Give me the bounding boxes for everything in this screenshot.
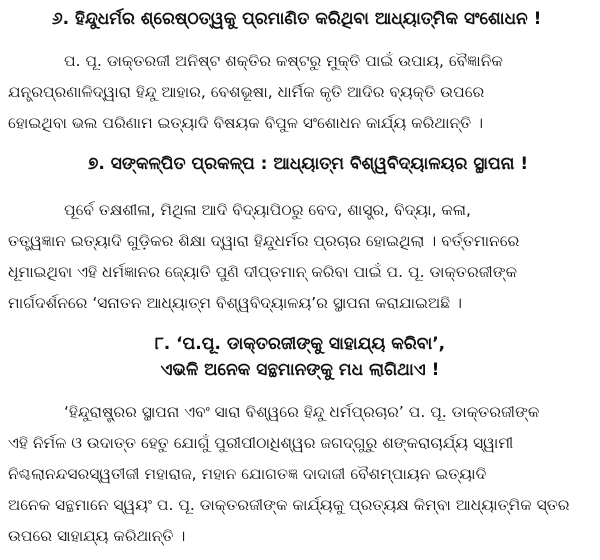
paragraph-line: ଧୂମାଇଥିବା ଏହି ଧର୍ମଜ୍ଞାନର ଜ୍ୟୋତି ପୁଣି ଦୀପ୍ତମାନ୍ କରିବା ପାଇଁ ପ. ପୂ. ଡାକ୍ତରଜୀଙ୍କ	[8, 263, 518, 281]
paragraph-line: ପ. ପୂ. ଡାକ୍ତରଜୀ ଅନିଷ୍ଟ ଶକ୍ତିର କଷ୍ଟରୁ ମୁକ୍ତି ପାଇଁ ଉପାୟ, ବୈଜ୍ଞାନିକ	[64, 52, 503, 70]
paragraph-line: ତତ୍ତ୍ୱଜ୍ଞାନ ଇତ୍ୟାଦି ଗୁଡ଼ିକର ଶିକ୍ଷା ଦ୍ୱାରା ହିନ୍ଦୁଧର୍ମର ପ୍ରଚାର ହୋଇଥିଲା । ବର୍ତ୍ତମାନରେ	[8, 232, 520, 250]
paragraph-line: ପୂର୍ବେ ତକ୍ଷଶୀଳା, ମିଥିଳା ଆଦି ବିଦ୍ୟାପିଠରୁ ବେଦ, ଶାସ୍ତ୍ର, ବିଦ୍ୟା, କଳା,	[64, 201, 471, 219]
paragraph-line: ଅନେକ ସନ୍ଥମାନେ ସ୍ୱୟଂ ପ. ପୂ. ଡାକ୍ତରଜୀଙ୍କ କାର୍ଯ୍ୟକୁ ପ୍ରତ୍ୟକ୍ଷ କିମ୍ବା ଆଧ୍ୟାତ୍ମିକ ସ୍ତର	[8, 496, 570, 514]
section-8-heading: ୮. ‘ପ.ପୂ. ଡାକ୍ତରଜୀଙ୍କୁ ସାହାଯ୍ୟ କରିବା’,	[154, 334, 446, 354]
section-8-heading-line-2: ଏଭଳି ଅନେକ ସନ୍ଥମାନଙ୍କୁ ମଧ ଲାଗିଥାଏ !	[160, 360, 440, 380]
paragraph-line: ଯନ୍ତ୍ରପ୍ରଣାଳିଦ୍ୱାରା ହିନ୍ଦୁ ଆହାର, ବେଶଭୂଷା, ଧାର୍ମିକ କୃତି ଆଦିର ବ୍ୟକ୍ତି ଉପରେ	[8, 83, 485, 101]
section-7-paragraph	[8, 195, 592, 319]
paragraph-line: ହୋଇଥିବା ଭଲ ପରିଣାମ ଇତ୍ୟାଦି ବିଷୟକ ବିପୁଳ ସଂଶୋଧନ କାର୍ଯ୍ୟ କରିଥାନ୍ତି ।	[8, 114, 484, 132]
paragraph-line: ଏହି ନିର୍ମଳ ଓ ଉଦାତ୍ତ ହେତୁ ଯୋଗୁଁ ପୁରୀପୀଠାଧିଶ୍ୱର ଜଗଦ୍‌ଗୁରୁ ଶଙ୍କରାଚାର୍ଯ୍ୟ ସ୍ୱାମୀ	[8, 434, 514, 452]
section-6-paragraph	[8, 46, 592, 139]
paragraph-line: ‘ହିନ୍ଦୁରାଷ୍ଟ୍ରର ସ୍ଥାପନା ଏବଂ ସାରା ବିଶ୍ୱରେ ହିନ୍ଦୁ ଧର୍ମପ୍ରଚାର’ ପ. ପୂ. ଡାକ୍ତରଜୀଙ୍କ	[64, 403, 540, 421]
section-7-heading: ୭. ସଙ୍କଳ୍ପିତ ପ୍ରକଳ୍ପ : ଆଧ୍ୟାତ୍ମ ବିଶ୍ୱବିଦ୍ୟାଳୟର ସ୍ଥାପନା !	[88, 154, 529, 174]
paragraph-line: ନିଶ୍ଚଲାନନ୍ଦସରସ୍ୱତୀଜୀ ମହାରାଜ, ମହାନ ଯୋଗତଜ୍ଞ ଦାଦାଜୀ ବୈଶମ୍ପାୟନ ଇତ୍ୟାଦି	[8, 465, 487, 483]
paragraph-line: ମାର୍ଗଦର୍ଶନରେ ‘ସନାତନ ଆଧ୍ୟାତ୍ମ ବିଶ୍ୱବିଦ୍ୟାଳୟ’ର ସ୍ଥାପନା କରାଯାଇଅଛି ।	[8, 294, 462, 312]
section-6-heading: ୬. ହିନ୍ଦୁଧର୍ମର ଶ୍ରେଷ୍ଠତ୍ୱକୁ ପ୍ରମାଣିତ କରିଥିବା ଆଧ୍ୟାତ୍ମିକ ସଂଶୋଧନ !	[52, 9, 542, 29]
section-8-paragraph	[8, 397, 592, 552]
paragraph-line: ଉପରେ ସାହାଯ୍ୟ କରିଥାନ୍ତି ।	[8, 527, 186, 545]
